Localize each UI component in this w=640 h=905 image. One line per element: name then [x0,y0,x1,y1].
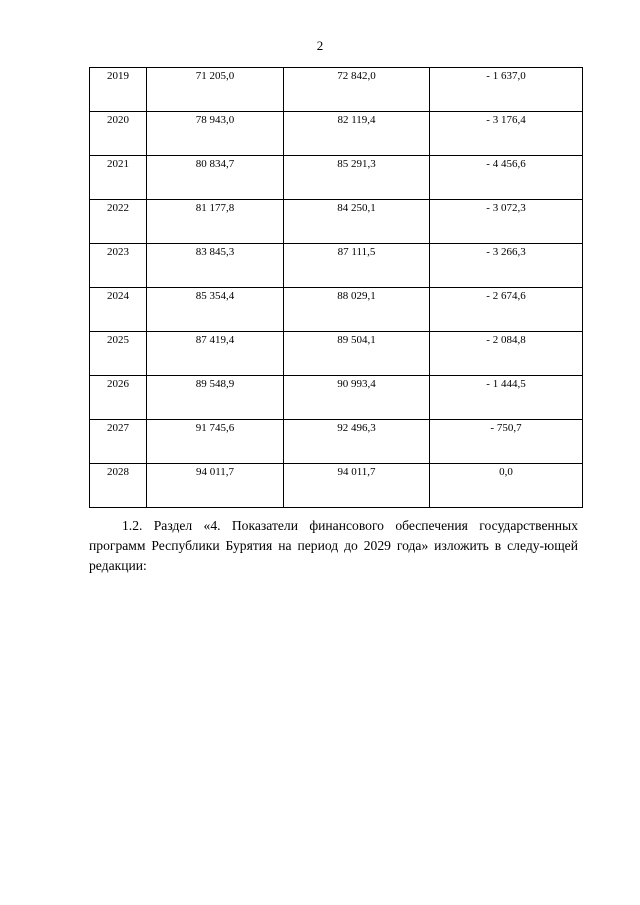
table-row [90,376,583,420]
year-cell: 2019 [90,68,147,112]
deficit-cell: - 2 674,6 [430,288,583,332]
deficit-cell: - 3 072,3 [430,200,583,244]
year-cell: 2023 [90,244,147,288]
table-row [90,112,583,156]
budget-table [89,67,583,508]
value-cell: 92 496,3 [284,420,430,464]
table-row [90,420,583,464]
year-cell: 2028 [90,464,147,508]
year-cell: 2020 [90,112,147,156]
value-cell: 81 177,8 [147,200,284,244]
table-row [90,244,583,288]
value-cell: 87 419,4 [147,332,284,376]
value-cell: 90 993,4 [284,376,430,420]
value-cell: 84 250,1 [284,200,430,244]
page-number: 2 [316,38,324,53]
deficit-cell: - 1 444,5 [430,376,583,420]
table-row [90,200,583,244]
table-row [90,68,583,112]
value-cell: 78 943,0 [147,112,284,156]
table-row [90,332,583,376]
value-cell: 71 205,0 [147,68,284,112]
deficit-cell: - 1 637,0 [430,68,583,112]
value-cell: 83 845,3 [147,244,284,288]
table-body [90,68,583,508]
value-cell: 89 548,9 [147,376,284,420]
year-cell: 2027 [90,420,147,464]
value-cell: 80 834,7 [147,156,284,200]
value-cell: 87 111,5 [284,244,430,288]
year-cell: 2026 [90,376,147,420]
year-cell: 2021 [90,156,147,200]
value-cell: 94 011,7 [147,464,284,508]
table-row [90,464,583,508]
value-cell: 89 504,1 [284,332,430,376]
table-row [90,288,583,332]
value-cell: 91 745,6 [147,420,284,464]
amendment-paragraph: 1.2. Раздел «4. Показатели финансового обеспечения государственных программ Республики Бурятия на период до 2029 года» изложить в следу-ющей редакции: [89,517,578,573]
value-cell: 88 029,1 [284,288,430,332]
deficit-cell: 0,0 [430,464,583,508]
value-cell: 72 842,0 [284,68,430,112]
year-cell: 2025 [90,332,147,376]
year-cell: 2022 [90,200,147,244]
deficit-cell: - 3 266,3 [430,244,583,288]
year-cell: 2024 [90,288,147,332]
table-row [90,156,583,200]
value-cell: 94 011,7 [284,464,430,508]
value-cell: 82 119,4 [284,112,430,156]
deficit-cell: - 750,7 [430,420,583,464]
value-cell: 85 354,4 [147,288,284,332]
deficit-cell: - 4 456,6 [430,156,583,200]
deficit-cell: - 3 176,4 [430,112,583,156]
deficit-cell: - 2 084,8 [430,332,583,376]
value-cell: 85 291,3 [284,156,430,200]
